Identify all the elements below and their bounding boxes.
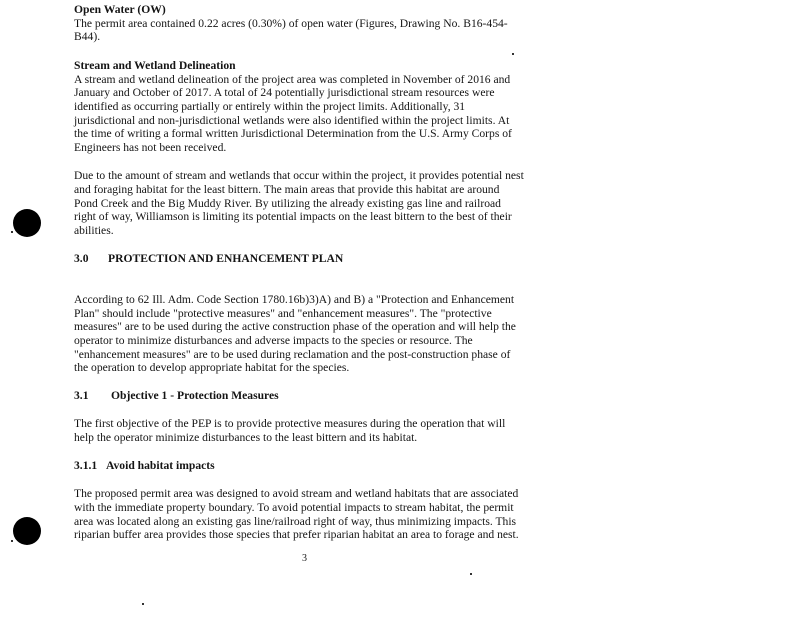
punch-hole-upper <box>13 209 41 237</box>
avoid-line: riparian buffer area provides those species that prefer riparian habitat an area to forage and nest. <box>74 528 519 541</box>
section-3-1-1-number: 3.1.1 <box>74 459 98 472</box>
section-3-1-title: Objective 1 - Protection Measures <box>111 389 279 402</box>
scan-speck <box>11 231 13 233</box>
stream-wetland-line: jurisdictional and non-jurisdictional wetlands were also identified within the project limits. At <box>74 114 510 127</box>
avoid-line: area was located along an existing gas line/railroad right of way, thus minimizing impacts. This <box>74 515 517 528</box>
open-water-line: B44). <box>74 30 101 43</box>
section-3-1-1-title: Avoid habitat impacts <box>106 459 215 472</box>
pep-line: According to 62 Ill. Adm. Code Section 1780.16b)3)A) and B) a "Protection and Enhancement <box>74 293 515 306</box>
avoid-line: with the immediate property boundary. To avoid potential impacts to stream habitat, the permit <box>74 501 514 514</box>
stream-wetland-line: Engineers has not been received. <box>74 141 227 154</box>
punch-hole-lower <box>13 517 41 545</box>
scan-speck <box>512 53 514 55</box>
scan-speck <box>11 540 13 542</box>
stream-wetland-line: A stream and wetland delineation of the project area was completed in November of 2016 and <box>74 73 511 86</box>
habitat-line: abilities. <box>74 224 114 237</box>
scan-speck <box>470 573 472 575</box>
stream-wetland-line: the time of writing a formal written Jurisdictional Determination from the U.S. Army Corps of <box>74 127 512 140</box>
pep-line: "enhancement measures" are to be used during reclamation and the post-construction phase of <box>74 348 511 361</box>
objective-line: The first objective of the PEP is to provide protective measures during the operation that will <box>74 417 506 430</box>
objective-line: help the operator minimize disturbances to the least bittern and its habitat. <box>74 431 418 444</box>
pep-line: the operation to develop appropriate habitat for the species. <box>74 361 350 374</box>
page-number: 3 <box>302 553 307 564</box>
stream-wetland-line: identified as occurring partially or entirely within the project limits. Additionally, 31 <box>74 100 466 113</box>
habitat-line: right of way, Williamson is limiting its potential impacts on the least bittern to the best of their <box>74 210 512 223</box>
habitat-line: and foraging habitat for the least bittern. The main areas that provide this habitat are around <box>74 183 500 196</box>
habitat-line: Due to the amount of stream and wetlands that occur within the project, it provides potential nest <box>74 169 524 182</box>
open-water-line: The permit area contained 0.22 acres (0.30%) of open water (Figures, Drawing No. B16-454- <box>74 17 508 30</box>
pep-line: operator to minimize disturbances and adverse impacts to the species or resource. The <box>74 334 473 347</box>
pep-line: Plan" should include "protective measures" and "enhancement measures". The "protective <box>74 307 492 320</box>
open-water-heading: Open Water (OW) <box>74 3 166 16</box>
stream-wetland-line: January and October of 2017. A total of 24 potentially jurisdictional stream resources were <box>74 86 495 99</box>
stream-wetland-heading: Stream and Wetland Delineation <box>74 59 236 72</box>
habitat-line: Pond Creek and the Big Muddy River. By utilizing the already existing gas line and railroad <box>74 197 501 210</box>
section-3-title: PROTECTION AND ENHANCEMENT PLAN <box>108 252 344 265</box>
pep-line: measures" are to be used during the active construction phase of the operation and will help the <box>74 320 516 333</box>
section-3-1-number: 3.1 <box>74 389 89 402</box>
avoid-line: The proposed permit area was designed to avoid stream and wetland habitats that are associated <box>74 487 519 500</box>
section-3-number: 3.0 <box>74 252 89 265</box>
scan-speck <box>142 603 144 605</box>
